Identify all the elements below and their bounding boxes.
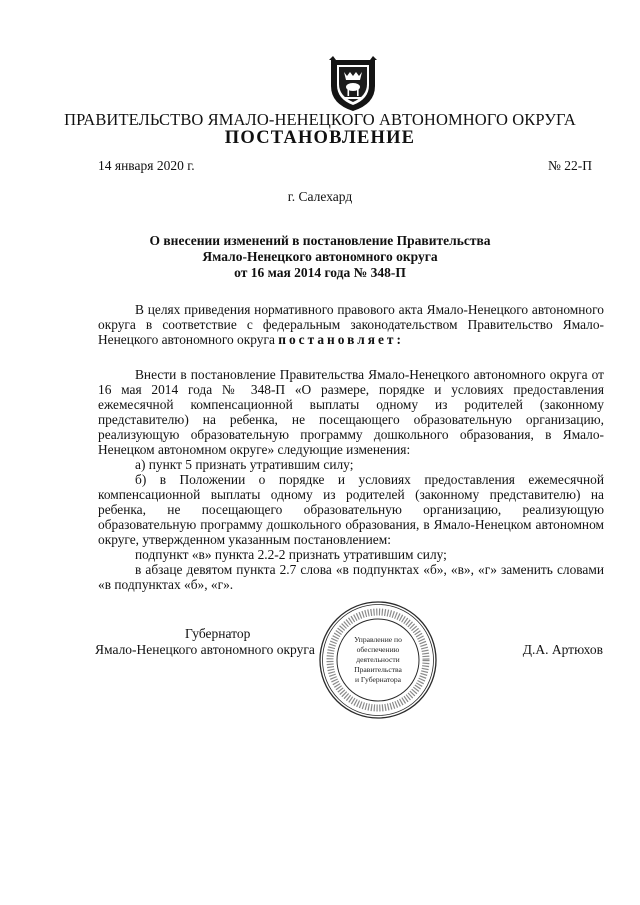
document-number: № 22-П [547,158,592,173]
body-paragraph: б) в Положении о порядке и условиях предоставления ежемесячной компенсационной выплаты одному из родителей (законному представителю) на ребенка, не посещающего образовательную организацию, реализующую образовательную программу дошкольного образования, в Ямало-Ненецком автономном округе, утвержденном указанным постановлением: [98,472,604,547]
signatory-name: Д.А. Артюхов [522,642,603,657]
body-paragraph: а) пункт 5 признать утратившим силу; [135,457,354,472]
body-paragraph: в абзаце девятом пункта 2.7 слова «в подпунктах «б», «в», «г» заменить словами «в подпунктах «б», «г». [98,562,604,592]
document-subject [0,233,640,281]
signatory-position [95,626,315,658]
preamble-paragraph [98,302,604,347]
document-type-title: ПОСТАНОВЛЕНИЕ [224,128,416,148]
stamp-text-line: Управление по [354,635,402,644]
document-body [98,302,604,592]
signatory-region: Ямало-Ненецкого автономного округа [95,642,315,657]
stamp-text-line: деятельности [356,655,400,664]
document-city: г. Салехард [287,189,353,204]
body-paragraph: подпункт «в» пункта 2.2-2 признать утратившим силу; [135,547,447,562]
coat-of-arms-emblem [328,56,378,112]
subject-line: от 16 мая 2014 года № 348-П [234,265,406,280]
resolves-keyword: постановляет: [278,332,404,347]
subject-line: О внесении изменений в постановление Правительства [149,233,491,248]
signatory-title: Губернатор [185,626,251,641]
government-title: ПРАВИТЕЛЬСТВО ЯМАЛО-НЕНЕЦКОГО АВТОНОМНОГО ОКРУГА [64,110,576,129]
stamp-text-line: обеспечению [356,645,400,654]
stamp-text-line: Правительства [354,665,402,674]
document-date: 14 января 2020 г. [98,158,195,173]
stamp-text-line: и Губернатора [354,675,402,684]
preamble-text: В целях приведения нормативного правового акта Ямало-Ненецкого автономного округа в соответствие с федеральным законодательством Правительство Ямало-Ненецкого автономного округа [98,302,604,347]
official-stamp [316,598,440,722]
body-paragraph: Внести в постановление Правительства Ямало-Ненецкого автономного округа от 16 мая 2014 года № 348-П «О размере, порядке и условиях предоставления ежемесячной компенсационной выплаты одному из родителей (законному представителю) на ребенка, не посещающего образовательную организацию, реализующую образовательную программу дошкольного образования, в Ямало-Ненецком автономном округе» следующие изменения: [98,367,604,457]
subject-line: Ямало-Ненецкого автономного округа [202,249,438,264]
